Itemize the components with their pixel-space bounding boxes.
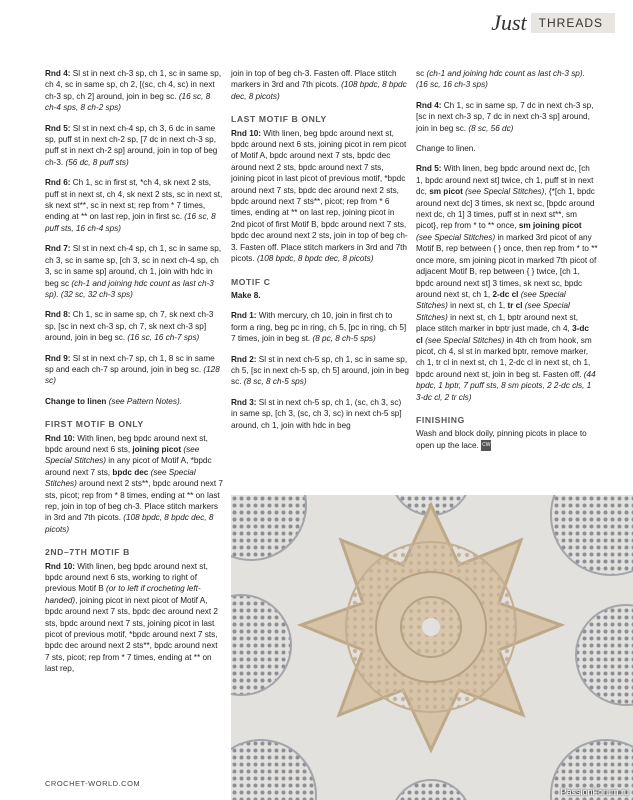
rnd-4: Rnd 4: Sl st in next ch-3 sp, ch 1, sc in same sp, ch 4, sc in same sp, ch 2, [(sc, ch 4, sc) in next ch-3 sp, ch 2] around, join in beg sc. (16 sc, 8 ch-4 sps, 8 ch-2 sps) xyxy=(45,69,222,113)
rnd-7: Rnd 7: Sl st in next ch-4 sp, ch 1, sc in same sp, ch 3, sc in same sp, [ch 3, sc in next ch-4 sp, ch 3, sc in same sp] around, ch 1, join with hdc in beg sc (ch-1 and joining hdc count as last ch-3 sp). (32 sc, 32 ch-3 sps) xyxy=(45,244,222,299)
footer-site: CROCHET-WORLD.COM xyxy=(45,779,141,788)
motif-c-rnd-3: Rnd 3: Sl st in next ch-5 sp, ch 1, (sc, ch 3, sc) in same sp, [ch 3, (sc, ch 3, sc) in next ch-5 sp] around, ch 1, join with hdc in beg xyxy=(231,397,402,430)
heading-2nd-7th-motif-b: 2ND–7TH MOTIF B xyxy=(45,547,130,558)
watermark: PassionForum.ru xyxy=(560,787,629,797)
first-motif-rnd-10: Rnd 10: With linen, beg bpdc around next st, bpdc around next 6 sts, joining picot (see Special Stitches) in any picot of Motif A, *bpdc around next 7 sts, bpdc dec (see Special Stitches) around next 2 sts**, bpdc around next 7 sts, picot; rep from * 8 times, ending at ** on last rep, join in top of beg ch-3. Place stitch markers in 3rd and 7th picots. (108 bpdc, 8 bpdc dec, 8 picots) xyxy=(45,433,223,534)
change-to-linen-c: Change to linen. xyxy=(416,144,476,154)
rnd-3-continued: sc (ch-1 and joining hdc count as last ch-3 sp). (16 sc, 16 ch-3 sps) xyxy=(416,69,585,90)
column-2 xyxy=(231,68,409,440)
motif-c-rnd-1: Rnd 1: With mercury, ch 10, join in first ch to form a ring, beg pc in ring, ch 5, [pc in ring, ch 5] 7 times, join in beg st. (8 pc, 8 ch-5 sps) xyxy=(231,311,407,344)
heading-finishing: FINISHING xyxy=(416,414,465,425)
doily-photo xyxy=(231,495,633,800)
header-threads: THREADS xyxy=(531,13,615,33)
header-just: Just xyxy=(491,10,527,35)
make-8: Make 8. xyxy=(231,290,261,300)
cw-end-mark: CW xyxy=(481,440,491,451)
heading-motif-c: MOTIF C xyxy=(231,276,271,287)
doily-illustration xyxy=(231,495,633,800)
rnd-9: Rnd 9: Sl st in next ch-7 sp, ch 1, 8 sc in same sp and each ch-7 sp around, join in beg sc. (128 sc) xyxy=(45,353,220,386)
section-header xyxy=(491,10,615,36)
motif-c-rnd-4: Rnd 4: Ch 1, sc in same sp, 7 dc in next ch-3 sp, [sc in next ch-3 sp, 7 dc in next ch-3 sp] around, join in beg sc. (8 sc, 56 dc) xyxy=(416,100,594,133)
rnd-6: Rnd 6: Ch 1, sc in first st, *ch 4, sk next 2 sts, puff st in next st, ch 4, sk next 2 sts, sc in next st, sk next st**, sc in next st; rep from * 7 times, ending at ** on last rep, join in first sc. (16 sc, 8 puff sts, 16 ch-4 sps) xyxy=(45,178,223,233)
heading-last-motif-b: LAST MOTIF B ONLY xyxy=(231,114,327,125)
column-3 xyxy=(416,68,598,460)
mid-motif-rnd-10: Rnd 10: With linen, beg bpdc around next st, bpdc around next 6 sts, working to right of previous Motif B (or to left if crocheting left-handed), joining picot in next picot of Motif A, bpdc around next 7 sts, bpdc dec around next 2 sts, bpdc around next 7 sts, joining picot in last picot of previous motif, *bpdc around next 7 sts, bpdc dec around next 2 sts**, bpdc around next 7 sts, picot; rep from * 7 times, ending at ** on last rep, xyxy=(45,561,218,674)
last-motif-rnd-10: Rnd 10: With linen, beg bpdc around next st, bpdc around next 6 sts, joining picot in rem picot of Motif A, bpdc around next 7 sts, bpdc dec around next 2 sts, bpdc around next 7 sts, joining picot in last picot of previous motif, *bpdc around next 7 sts, bpdc dec around next 2 sts, bpdc around next 7 sts**, picot; rep from * 6 times, ending at ** on last rep, joining picot in 2nd picot of first Motif B, bpdc around next 7 sts, bpdc dec around next 2 sts, join in top of beg ch-3. Fasten off. Place stitch markers in 3rd and 7th picots. (108 bpdc, 8 bpdc dec, 8 picots) xyxy=(231,128,408,264)
mid-motif-continued: join in top of beg ch-3. Fasten off. Place stitch markers in 3rd and 7th picots. (108 bpdc, 8 bpdc dec, 8 picots) xyxy=(231,69,407,101)
motif-c-rnd-5: Rnd 5: With linen, beg bpdc around next dc, [ch 1, bpdc around next st] twice, ch 1, puff st in next dc, sm picot (see Special Stitches), {*[ch 1, bpdc around next dc] 3 times, sk next sc, [bpdc around next dc, ch 1] 3 times, puff st in next st**, sm picot}, rep from * to ** once, sm joining picot (see Special Stitches) in marked 3rd picot of any Motif B, rep between { } once, then rep from * to ** once more, sm joining picot in marked 7th picot of adjacent Motif B, rep between { } twice, [ch 1, bpdc around next st] 3 times, sk next sc, bpdc around next st, ch 1, 2-dc cl (see Special Stitches) in next st, ch 1, tr cl (see Special Stitches) in next st, ch 1, bptr around next st, place stitch marker in bptr just made, ch 4, 3-dc cl (see Special Stitches) in 4th ch from hook, sm picot, ch 4, sl st in marked bptr, remove marker, ch 1, tr cl in next st, ch 1, 2-dc cl in next st, ch 1, bpdc around next st, join in beg st. Fasten off. (44 bpdc, 1 bptr, 7 puff sts, 8 sm picots, 2 2-dc cls, 1 3-dc cl, 2 tr cls) xyxy=(416,164,598,402)
column-1 xyxy=(45,68,223,684)
rnd-5: Rnd 5: Sl st in next ch-4 sp, ch 3, 6 dc in same sp, puff st in next ch-2 sp, [7 dc in next ch-3 sp, puff st in next ch-2 sp] around, join in top of beg ch-3. (56 dc, 8 puff sts) xyxy=(45,123,218,167)
motif-c-rnd-2: Rnd 2: Sl st in next ch-5 sp, ch 1, sc in same sp, ch 5, [sc in next ch-5 sp, ch 5] around, join in beg sc. (8 sc, 8 ch-5 sps) xyxy=(231,354,409,387)
finishing-text: Wash and block doily, pinning picots in place to open up the lace. CW xyxy=(416,429,587,450)
rnd-8: Rnd 8: Ch 1, sc in same sp, ch 7, sk next ch-3 sp, [sc in next ch-3 sp, ch 7, sk next ch-3 sp] around, join in beg sc. (16 sc, 16 ch-7 sps) xyxy=(45,310,214,343)
change-to-linen: Change to linen (see Pattern Notes). xyxy=(45,396,182,406)
heading-first-motif-b: FIRST MOTIF B ONLY xyxy=(45,419,144,430)
